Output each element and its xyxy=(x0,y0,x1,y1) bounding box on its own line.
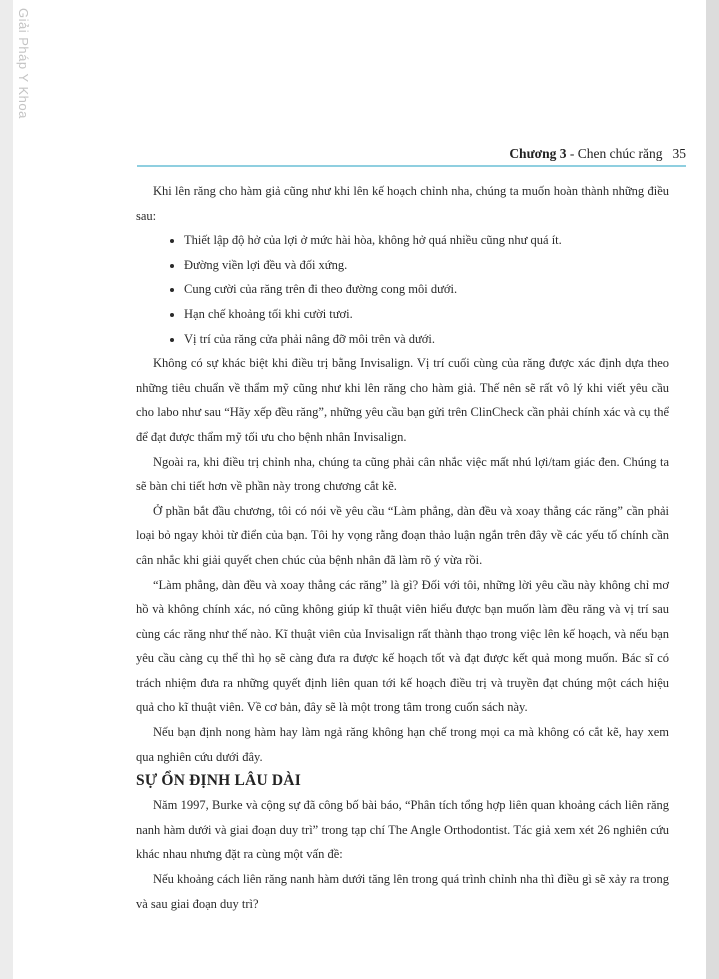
intro-paragraph: Khi lên răng cho hàm giả cũng như khi lên kế hoạch chỉnh nha, chúng ta muốn hoàn thành những điều sau: xyxy=(136,184,669,223)
body-paragraph: Nếu bạn định nong hàm hay làm ngả răng không hạn chế trong mọi ca mà không có cắt kẽ, hay xem qua nghiên cứu dưới đây. xyxy=(136,725,669,764)
section-paragraph: Năm 1997, Burke và cộng sự đã công bố bài báo, “Phân tích tổng hợp liên quan khoảng cách liên răng nanh hàm dưới và giai đoạn duy trì” trong tạp chí The Angle Orthodontist. Tác giả xem xét 26 nghiên cứu khác nhau nhưng đặt ra cùng một vấn đề: xyxy=(136,798,669,862)
goal-item: • Thiết lập độ hở của lợi ở mức hài hòa, không hở quá nhiều cũng như quá ít. xyxy=(184,228,669,253)
goal-item: • Hạn chế khoảng tối khi cười tươi. xyxy=(184,302,669,327)
right-page-edge xyxy=(706,0,719,979)
goal-item: • Cung cười của răng trên đi theo đường cong môi dưới. xyxy=(184,277,669,302)
goal-item: • Đường viền lợi đều và đối xứng. xyxy=(184,253,669,278)
goals-list xyxy=(136,228,669,351)
header-rule xyxy=(137,165,686,167)
left-margin-strip xyxy=(0,0,13,979)
page-body xyxy=(136,179,669,916)
page-number: 35 xyxy=(672,146,686,161)
chapter-title: Chen chúc răng xyxy=(577,146,663,161)
chapter-number: Chương 3 xyxy=(509,146,567,161)
body-paragraph: Ở phần bắt đầu chương, tôi có nói về yêu cầu “Làm phẳng, dàn đều và xoay thẳng các răng” cần phải loại bỏ ngay khỏi từ điển của bạn. Tôi hy vọng rằng đoạn thảo luận ngắn trên đây về các yếu tố chính cần cân nhắc khi giải quyết chen chúc của bệnh nhân đã làm rõ ý vừa rồi. xyxy=(136,503,669,567)
section-paragraph: Nếu khoảng cách liên răng nanh hàm dưới tăng lên trong quá trình chỉnh nha thì điều gì sẽ xảy ra trong và sau giai đoạn duy trì? xyxy=(136,872,669,911)
running-header xyxy=(300,146,686,162)
body-paragraph: “Làm phẳng, dàn đều và xoay thẳng các răng” là gì? Đối với tôi, những lời yêu cầu này không chỉ mơ hồ và không chính xác, nó cũng không giúp kĩ thuật viên hiểu được bạn muốn làm đều răng và vị trí sau cùng các răng như thế nào. Kĩ thuật viên của Invisalign rất thành thạo trong việc lên kế hoạch, và nếu bạn yêu cầu càng cụ thể thì họ sẽ càng đưa ra được kế hoạch tốt và đạt được kết quả mong muốn. Bác sĩ có trách nhiệm đưa ra những quyết định liên quan tới kế hoạch điều trị và truyền đạt chúng một cách hiệu quả cho kĩ thuật viên. Về cơ bản, đây sẽ là một trong tâm trong cuốn sách này. xyxy=(136,577,669,715)
body-paragraph: Không có sự khác biệt khi điều trị bằng Invisalign. Vị trí cuối cùng của răng được xác định dựa theo những tiêu chuẩn về thẩm mỹ cũng như khi lên răng cho hàm giả. Thế nên sẽ rất vô lý khi viết yêu cầu cho labo như sau “Hãy xếp đều răng”, những yêu cầu bạn gửi trên ClinCheck cần phải chính xác và cụ thể để đạt được thẩm mỹ tối ưu cho bệnh nhân Invisalign. xyxy=(136,356,669,444)
watermark-label: Giải Pháp Y Khoa xyxy=(16,8,31,119)
body-paragraph: Ngoài ra, khi điều trị chỉnh nha, chúng ta cũng phải cân nhắc việc mất nhú lợi/tam giác đen. Chúng ta sẽ bàn chi tiết hơn về phần này trong chương cắt kẽ. xyxy=(136,454,669,494)
section-heading: SỰ ỔN ĐỊNH LÂU DÀI xyxy=(136,772,301,790)
goal-item: • Vị trí của răng cửa phải nâng đỡ môi trên và dưới. xyxy=(184,327,669,352)
header-separator: - xyxy=(566,146,578,161)
